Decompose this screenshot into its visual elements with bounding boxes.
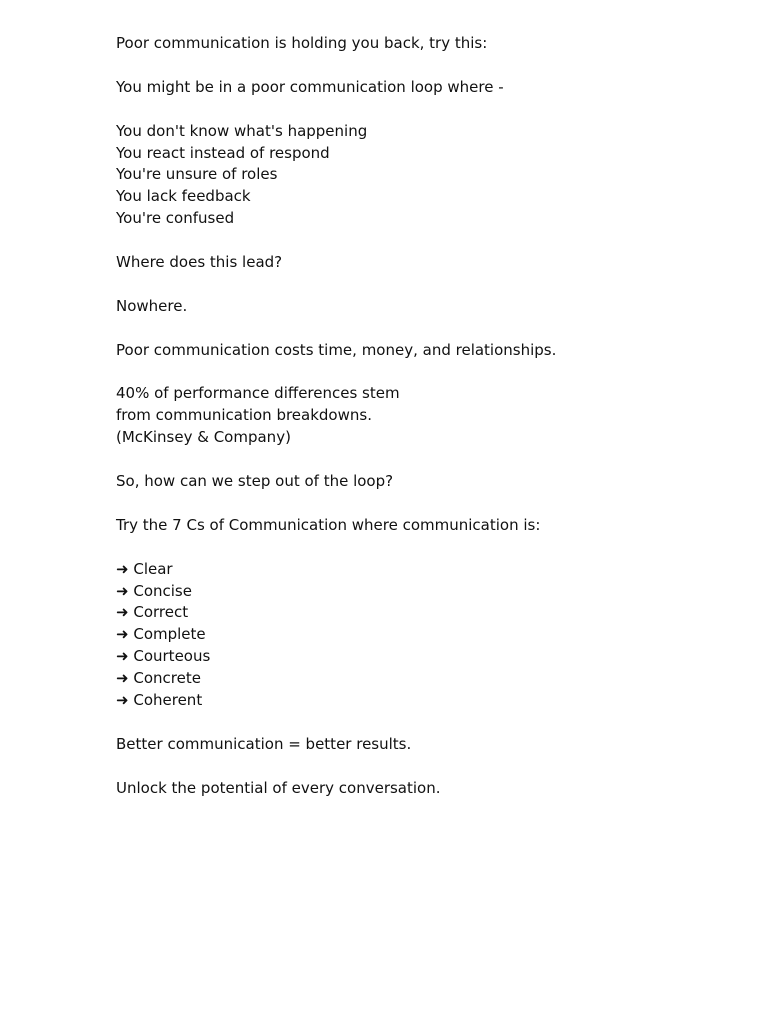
seven-cs-item-label: Courteous: [133, 647, 211, 666]
seven-cs-item: [116, 602, 736, 624]
arrow-right-icon: ➜: [116, 581, 129, 600]
spacer: [116, 712, 736, 734]
seven-cs-item: [116, 581, 736, 603]
stat-line-1: 40% of performance differences stem: [116, 384, 400, 403]
seven-cs-item-label: Coherent: [133, 690, 203, 709]
intro-line: Poor communication is holding you back, try this:: [116, 34, 488, 52]
question-lead-line: Where does this lead?: [116, 253, 283, 272]
seven-cs-item-label: Concise: [133, 581, 192, 600]
document-body: [116, 33, 736, 799]
seven-cs-item: [116, 624, 736, 646]
seven-cs-item: [116, 559, 736, 581]
seven-cs-item-label: Correct: [133, 603, 189, 622]
spacer: [116, 493, 736, 515]
cost-statement-line: Poor communication costs time, money, and relationships.: [116, 340, 557, 359]
spacer: [116, 537, 736, 559]
step-out-question-line: So, how can we step out of the loop?: [116, 472, 394, 491]
symptom-item: You're confused: [116, 209, 235, 228]
spacer: [116, 318, 736, 340]
arrow-right-icon: ➜: [116, 625, 129, 644]
symptom-item: You react instead of respond: [116, 143, 330, 162]
result-statement-line: Better communication = better results.: [116, 734, 412, 753]
stat-line-2: from communication breakdowns.: [116, 406, 372, 425]
spacer: [116, 230, 736, 252]
seven-cs-intro-line: Try the 7 Cs of Communication where communication is:: [116, 515, 541, 534]
spacer: [116, 99, 736, 121]
seven-cs-item: [116, 690, 736, 712]
symptom-item: You don't know what's happening: [116, 121, 368, 140]
arrow-right-icon: ➜: [116, 690, 129, 709]
spacer: [116, 756, 736, 778]
arrow-right-icon: ➜: [116, 559, 129, 578]
arrow-right-icon: ➜: [116, 603, 129, 622]
symptom-item: You lack feedback: [116, 187, 251, 206]
closing-line: Unlock the potential of every conversation.: [116, 778, 441, 797]
spacer: [116, 362, 736, 384]
symptom-item: You're unsure of roles: [116, 165, 278, 184]
seven-cs-item-label: Complete: [133, 625, 206, 644]
seven-cs-item-label: Clear: [133, 559, 173, 578]
spacer: [116, 274, 736, 296]
seven-cs-item: [116, 668, 736, 690]
spacer: [116, 55, 736, 77]
answer-lead-line: Nowhere.: [116, 296, 188, 315]
seven-cs-item-label: Concrete: [133, 669, 201, 688]
arrow-right-icon: ➜: [116, 647, 129, 666]
stat-source-line: (McKinsey & Company): [116, 428, 291, 447]
spacer: [116, 449, 736, 471]
seven-cs-item: [116, 646, 736, 668]
arrow-right-icon: ➜: [116, 669, 129, 688]
loop-intro-line: You might be in a poor communication loop where -: [116, 77, 504, 96]
